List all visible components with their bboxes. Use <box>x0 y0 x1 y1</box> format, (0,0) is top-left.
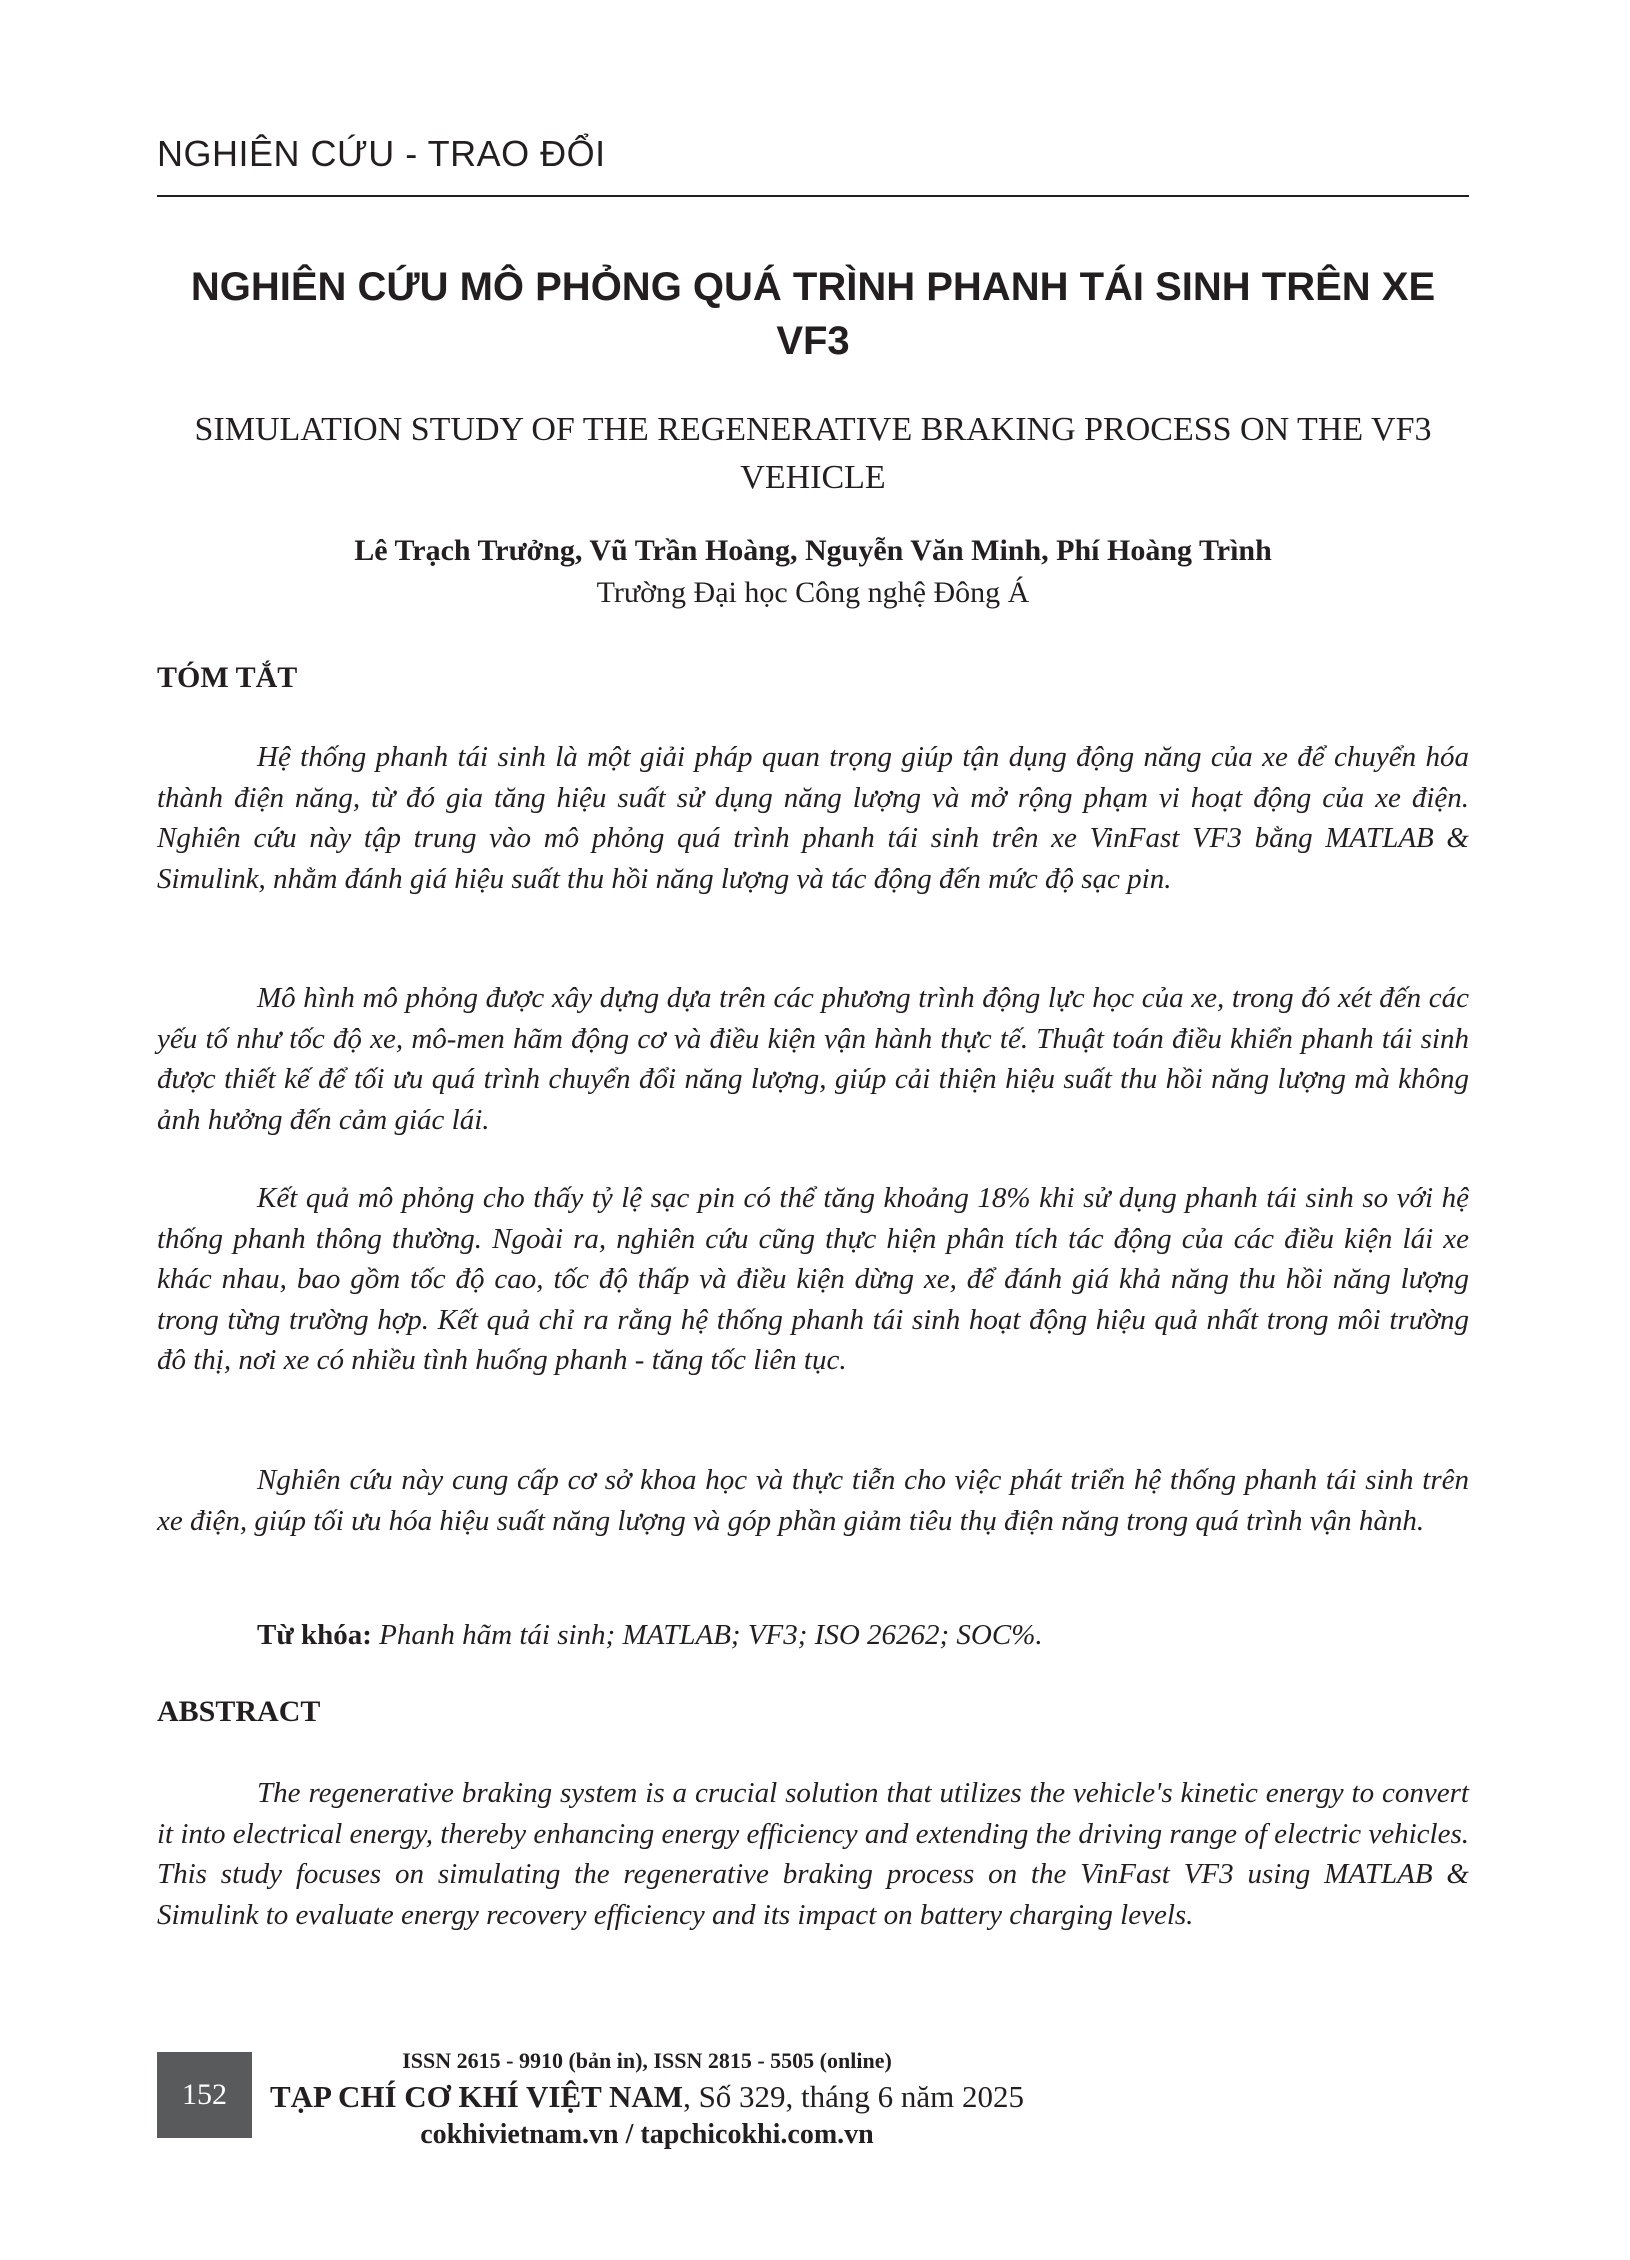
title-en-line-1: SIMULATION STUDY OF THE REGENERATIVE BRAKING PROCESS ON THE VF3 <box>194 411 1432 448</box>
section-label: NGHIÊN CỨU - TRAO ĐỔI <box>157 133 606 174</box>
summary-paragraph: Mô hình mô phỏng được xây dựng dựa trên các phương trình động lực học của xe, trong đó xét đến các yếu tố như tốc độ xe, mô-men hãm động cơ và điều kiện vận hành thực tế. Thuật toán điều khiển phanh tái sinh được thiết kế để tối ưu quá trình chuyển đổi năng lượng, giúp cải thiện hiệu suất thu hồi năng lượng mà không ảnh hưởng đến cảm giác lái. <box>157 982 1469 1136</box>
abstract-heading: ABSTRACT <box>157 1695 321 1728</box>
journal-footer <box>252 2045 1042 2153</box>
keywords-value: Phanh hãm tái sinh; MATLAB; VF3; ISO 26262; SOC%. <box>379 1619 1043 1651</box>
summary-paragraph: Hệ thống phanh tái sinh là một giải pháp quan trọng giúp tận dụng động năng của xe để chuyển hóa thành điện năng, từ đó gia tăng hiệu suất sử dụng năng lượng và mở rộng phạm vi hoạt động của xe điện. Nghiên cứu này tập trung vào mô phỏng quá trình phanh tái sinh trên xe VinFast VF3 bằng MATLAB & Simulink, nhằm đánh giá hiệu suất thu hồi năng lượng và tác động đến mức độ sạc pin. <box>157 741 1469 895</box>
page-number: 152 <box>182 2078 227 2111</box>
title-en-line-2: VEHICLE <box>740 459 886 496</box>
journal-name: TẠP CHÍ CƠ KHÍ VIỆT NAM <box>269 2079 684 2114</box>
title-vi-line-2: VF3 <box>776 319 850 363</box>
issn-line: ISSN 2615 - 9910 (bản in), ISSN 2815 - 5505 (online) <box>402 2048 892 2073</box>
journal-line <box>252 2077 1042 2117</box>
journal-websites: cokhivietnam.vn / tapchicokhi.com.vn <box>420 2119 874 2150</box>
page-number-box <box>157 2052 252 2138</box>
summary-paragraph: Nghiên cứu này cung cấp cơ sở khoa học và thực tiễn cho việc phát triển hệ thống phanh tái sinh trên xe điện, giúp tối ưu hóa hiệu suất năng lượng và góp phần giảm tiêu thụ điện năng trong quá trình vận hành. <box>157 1464 1469 1537</box>
summary-heading: TÓM TẮT <box>157 661 298 694</box>
title-vi-line-1: NGHIÊN CỨU MÔ PHỎNG QUÁ TRÌNH PHANH TÁI SINH TRÊN XE <box>190 265 1436 309</box>
author-affiliation: Trường Đại học Công nghệ Đông Á <box>596 576 1030 609</box>
article-title-english <box>157 406 1469 502</box>
header-divider <box>157 195 1469 197</box>
journal-issue: , Số 329, tháng 6 năm 2025 <box>683 2079 1025 2114</box>
summary-paragraph: Kết quả mô phỏng cho thấy tỷ lệ sạc pin có thể tăng khoảng 18% khi sử dụng phanh tái sinh so với hệ thống phanh thông thường. Ngoài ra, nghiên cứu cũng thực hiện phân tích tác động của các điều kiện lái xe khác nhau, bao gồm tốc độ cao, tốc độ thấp và điều kiện dừng xe, để đánh giá khả năng thu hồi năng lượng trong từng trường hợp. Kết quả chỉ ra rằng hệ thống phanh tái sinh hoạt động hiệu quả nhất trong môi trường đô thị, nơi xe có nhiều tình huống phanh - tăng tốc liên tục. <box>157 1182 1469 1377</box>
keywords-line <box>257 1615 1469 1655</box>
keywords-label: Từ khóa: <box>257 1619 372 1651</box>
article-title-vietnamese <box>157 260 1469 368</box>
abstract-paragraph: The regenerative braking system is a crucial solution that utilizes the vehicle's kinetic energy to convert it into electrical energy, thereby enhancing energy efficiency and extending the driving range of electric vehicles. This study focuses on simulating the regenerative braking process on the VinFast VF3 using MATLAB & Simulink to evaluate energy recovery efficiency and its impact on battery charging levels. <box>157 1777 1469 1931</box>
author-list: Lê Trạch Trưởng, Vũ Trần Hoàng, Nguyễn Văn Minh, Phí Hoàng Trình <box>354 534 1272 567</box>
